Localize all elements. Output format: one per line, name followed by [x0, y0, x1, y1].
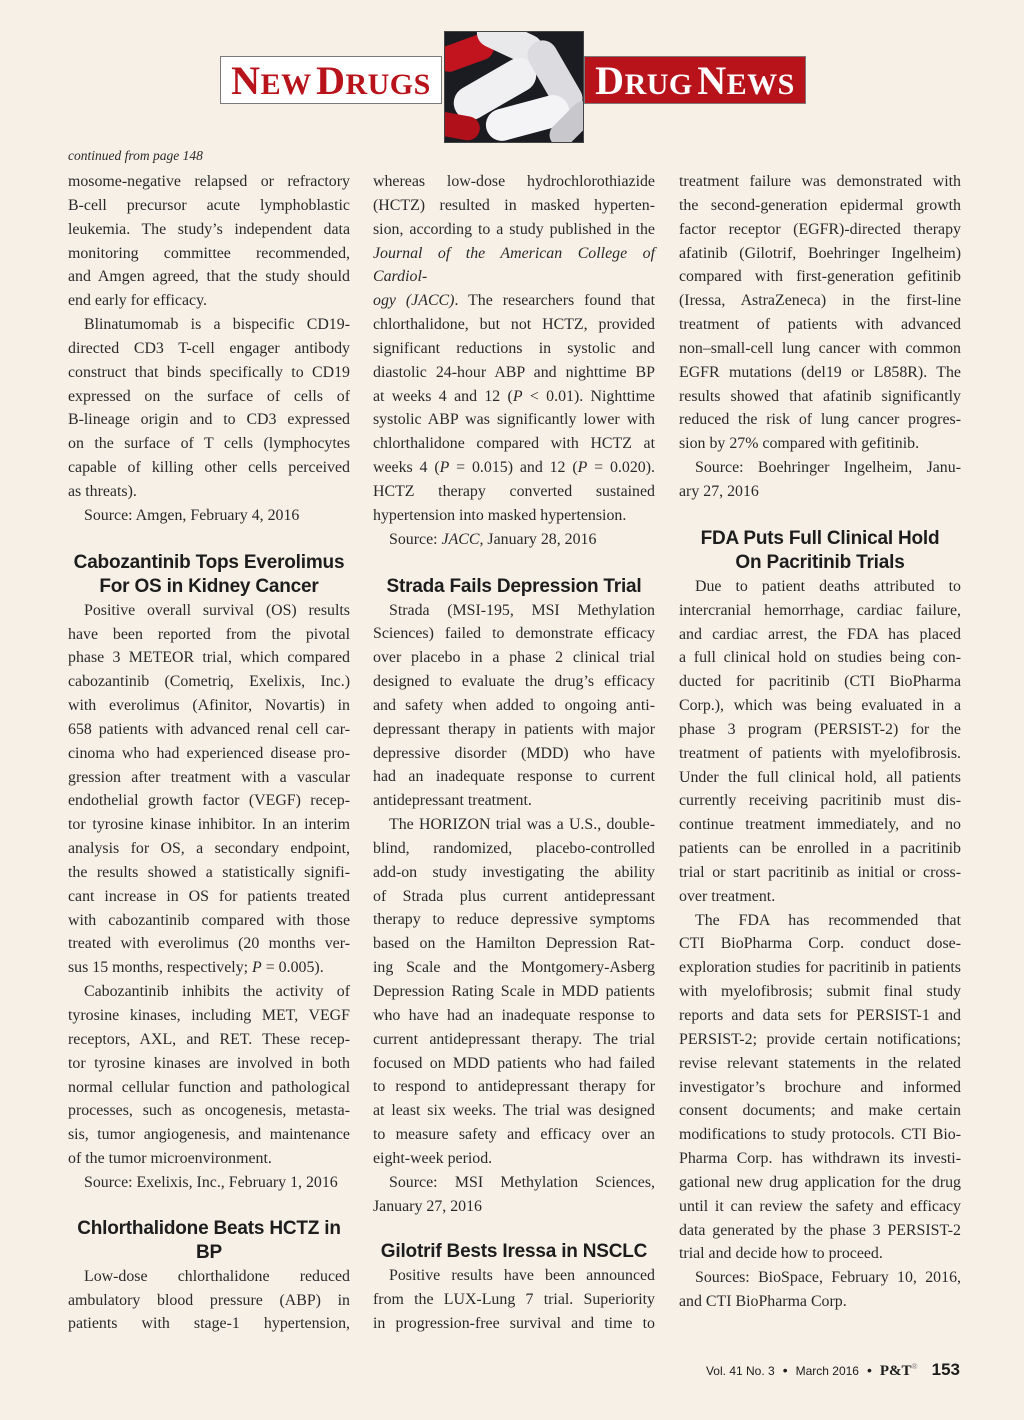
text-line: with cabozantinib compared with those — [68, 911, 350, 929]
text-line: January 27, 2016 — [373, 1197, 483, 1215]
paragraph — [373, 313, 655, 385]
text-line: PERSIST-2; provide certain notifications; — [679, 1030, 961, 1048]
paragraph-line-italic: sus 15 months, respectively; P = 0.005). — [68, 959, 324, 977]
text-line: end early for efficacy. — [68, 292, 207, 310]
paragraph — [373, 599, 655, 814]
paragraph — [68, 980, 350, 1171]
text-line: and safety when added to ongoing anti- — [373, 696, 655, 714]
text-line: depressive disorder (MDD) who have — [373, 744, 655, 762]
source-line: Source: JACC, January 28, 2016 — [389, 530, 597, 548]
source-line: Source: Exelixis, Inc., February 1, 2016 — [84, 1173, 338, 1191]
text-line: treatment of patients with myelofibrosis. — [679, 744, 961, 762]
text-line: directed CD3 T-cell engager antibody — [68, 339, 350, 357]
text-line: had an inadequate response to current — [373, 768, 655, 786]
text-line: sis, tumor angiogenesis, and maintenance — [68, 1126, 350, 1144]
text-line: and Amgen agreed, that the study should — [68, 268, 350, 286]
text-line: factor receptor (EGFR)-directed therapy — [679, 220, 961, 238]
text-line: antidepressant treatment. — [373, 792, 532, 810]
text-line: depressant therapy in patients with major — [373, 720, 655, 738]
text-line: ary 27, 2016 — [679, 482, 759, 500]
text-line: phase 3 program (PERSIST-2) for the — [679, 720, 961, 738]
separator: • — [782, 1362, 788, 1378]
text-line: sion, according to a study published in the — [373, 220, 655, 238]
separator: • — [866, 1362, 872, 1378]
text-line: have been reported from the pivotal — [68, 625, 350, 643]
heading-line: For OS in Kidney Cancer — [99, 575, 319, 597]
column-1 — [68, 146, 350, 1336]
text-line: reduced the risk of lung cancer progres- — [679, 411, 961, 429]
text-line: processes, such as oncogenesis, metasta- — [68, 1102, 350, 1120]
text-line: monitoring committee recommended, — [68, 244, 350, 262]
text-line: (Iressa, AstraZeneca) in the first-line — [679, 292, 961, 310]
source-line — [679, 456, 961, 504]
text-line: cant increase in OS for patients treated — [68, 887, 350, 905]
heading-line: Cabozantinib Tops Everolimus — [73, 551, 345, 573]
text-line: over placebo in a phase 2 clinical trial — [373, 649, 655, 667]
column-2 — [373, 146, 655, 1336]
text-line: from the LUX-Lung 7 trial. Superiority — [373, 1291, 655, 1309]
paragraph — [679, 170, 961, 456]
text-line: Source: Boehringer Ingelheim, Janu- — [695, 459, 961, 477]
issue-date: March 2016 — [795, 1364, 859, 1378]
text-line: as threats). — [68, 482, 137, 500]
text-line: to respond to antidepressant therapy for — [373, 1078, 655, 1096]
text-line: compared with first-generation gefitinib — [679, 268, 961, 286]
text-line: Low-dose chlorthalidone reduced — [84, 1267, 350, 1285]
column-3 — [679, 146, 961, 1314]
paragraph-line: weeks 4 (P = 0.015) and 12 (P = 0.020). — [373, 459, 655, 477]
text-line: HCTZ therapy converted sustained — [373, 482, 655, 500]
text-line: The HORIZON trial was a U.S., double- — [389, 816, 655, 834]
text-line: gression after treatment with a vascular — [68, 768, 350, 786]
text-line: currently receiving pacritinib must dis- — [679, 792, 961, 810]
paragraph — [68, 1265, 350, 1337]
text-line: trial and decide how to proceed. — [679, 1245, 883, 1263]
text-line: Cabozantinib inhibits the activity of — [84, 983, 350, 1001]
paragraph — [68, 599, 350, 957]
text-line: sion by 27% compared with gefitinib. — [679, 435, 920, 453]
text-line: and cardiac arrest, the FDA has placed — [679, 625, 961, 643]
text-line: Strada (MSI-195, MSI Methylation — [389, 601, 655, 619]
text-line: Blinatumomab is a bispecific CD19- — [84, 316, 350, 334]
text-line: consent documents; and make certain — [679, 1102, 961, 1120]
text-line: trial or start pacritinib as initial or cross- — [679, 863, 961, 881]
paragraph — [373, 1264, 655, 1336]
text-line: The FDA has recommended that — [695, 911, 961, 929]
article-heading — [373, 575, 655, 599]
text-line: exploration studies for pacritinib in patients — [679, 959, 961, 977]
text-line: normal cellular function and pathological — [68, 1078, 350, 1096]
paragraph-line: at weeks 4 and 12 (P < 0.01). Nighttime — [373, 387, 655, 405]
text-line: a full clinical hold on studies being con- — [679, 649, 961, 667]
text-line: Sciences) failed to demonstrate efficacy — [373, 625, 655, 643]
text-line: until it can review the safety and efficacy — [679, 1197, 961, 1215]
text-line: whereas low-dose hydrochlorothiazide — [373, 173, 655, 190]
paragraph — [68, 170, 350, 313]
text-line: B-lineage origin and to CD3 expressed — [68, 411, 350, 429]
text-line: tor tyrosine kinases are involved in both — [68, 1054, 350, 1072]
text-line: systolic ABP was significantly lower with — [373, 411, 655, 429]
text-line: capable of killing other cells perceived — [68, 459, 350, 477]
heading-line: Strada Fails Depression Trial — [386, 575, 642, 597]
text-line: CTI BioPharma Corp. conduct dose- — [679, 935, 961, 953]
heading-line: Gilotrif Bests Iressa in NSCLC — [380, 1241, 648, 1263]
text-line: to measure safety and efficacy over an — [373, 1126, 655, 1144]
text-line: at least six weeks. The trial was designed — [373, 1102, 655, 1120]
text-line: ducted for pacritinib (CTI BioPharma — [679, 673, 961, 691]
text-line: patients can be enrolled in a pacritinib — [679, 840, 961, 858]
text-line: B-cell precursor acute lymphoblastic — [68, 196, 350, 214]
text-line: of Strada plus current antidepressant — [373, 887, 655, 905]
paragraph — [679, 909, 961, 1267]
text-line: patients with stage-1 hypertension, — [68, 1315, 350, 1333]
text-line: Sources: BioSpace, February 10, 2016, — [695, 1269, 961, 1287]
text-line: continue treatment immediately, and no — [679, 816, 961, 834]
paragraph — [373, 813, 655, 1171]
section-title-new-drugs — [220, 56, 442, 104]
page-footer — [706, 1360, 960, 1380]
source-line: Source: Amgen, February 4, 2016 — [84, 506, 300, 524]
text-line: eight-week period. — [373, 1149, 493, 1167]
drug-news-smallcaps: DRUG NEWS — [595, 57, 795, 103]
journal-name: P&T® — [879, 1362, 918, 1379]
text-line: endothelial growth factor (VEGF) recep- — [68, 792, 350, 810]
article-heading — [679, 527, 961, 575]
section-title-drug-news — [584, 56, 806, 104]
source-line — [373, 1171, 655, 1219]
text-line: significant reductions in systolic and — [373, 339, 655, 357]
text-line: revise relevant statements in the related — [679, 1054, 961, 1072]
text-line: construct that binds specifically to CD19 — [68, 363, 350, 381]
text-line: Pharma Corp. has withdrawn its investi- — [679, 1150, 961, 1168]
text-line: expressed on the surface of cells of — [68, 387, 350, 405]
text-line: analysis for OS, a secondary endpoint, — [68, 840, 350, 858]
text-line: focused on MDD patients who had failed — [373, 1054, 655, 1072]
paragraph — [373, 480, 655, 528]
text-line: data generated by the phase 3 PERSIST-2 — [679, 1221, 961, 1239]
text-line: receptors, AXL, and RET. These recep- — [68, 1030, 350, 1048]
text-line: with myelofibrosis; submit final study — [679, 983, 961, 1001]
text-line: tyrosine kinases, including MET, VEGF — [68, 1007, 350, 1024]
text-line: treatment of patients with advanced — [679, 316, 961, 334]
text-line: treated with everolimus (20 months ver- — [68, 935, 350, 953]
text-line: phase 3 METEOR trial, which compared — [68, 649, 350, 667]
text-line: leukemia. The study’s independent data — [68, 220, 350, 238]
text-line: of the tumor microenvironment. — [68, 1150, 272, 1168]
text-line: reports and data sets for PERSIST-1 and — [679, 1007, 961, 1024]
text-line: Positive overall survival (OS) results — [84, 601, 350, 619]
paragraph — [68, 313, 350, 504]
text-line: on the surface of T cells (lymphocytes — [68, 435, 350, 453]
text-line: chlorthalidone compared with HCTZ at — [373, 435, 655, 453]
paragraph — [373, 170, 655, 242]
new-drugs-smallcaps: NEW DRUGS — [231, 57, 431, 103]
issue-number: Vol. 41 No. 3 — [705, 1364, 775, 1378]
text-line: the second-generation epidermal growth — [679, 196, 961, 214]
paragraph — [373, 408, 655, 456]
text-line: Positive results have been announced — [389, 1267, 655, 1285]
article-heading — [373, 1240, 655, 1264]
text-line: Depression Rating Scale in MDD patients — [373, 983, 655, 1000]
text-line: therapy to reduce depressive symptoms — [373, 911, 655, 929]
paragraph — [679, 575, 961, 909]
text-line: EGFR mutations (del19 or L858R). The — [679, 363, 961, 381]
heading-line: On Pacritinib Trials — [735, 551, 905, 573]
text-line: Under the full clinical hold, all patients — [679, 768, 961, 786]
text-line: Corp.), which was being evaluated in a — [679, 697, 961, 715]
text-line: designed to evaluate the drug’s efficacy — [373, 673, 655, 691]
text-line: ambulatory blood pressure (ABP) in — [68, 1291, 350, 1309]
text-line: diastolic 24-hour ABP and nighttime BP — [373, 363, 655, 381]
text-line: chlorthalidone, but not HCTZ, provided — [373, 316, 655, 334]
heading-line: Chlorthalidone Beats HCTZ in BP — [77, 1217, 341, 1263]
text-line: Due to patient deaths attributed to — [695, 577, 961, 595]
text-line: hypertension into masked hypertension. — [373, 506, 627, 524]
text-line: afatinib (Gilotrif, Boehringer Ingelheim) — [679, 244, 961, 262]
text-line: add-on study investigating the ability — [373, 863, 655, 881]
text-line: investigator’s brochure and informed — [679, 1078, 961, 1096]
text-line: treatment failure was demonstrated with — [679, 173, 961, 190]
text-line: who have had an inadequate response to — [373, 1006, 655, 1024]
text-line: tor tyrosine kinase inhibitor. In an interim — [68, 816, 350, 834]
page-number: 153 — [931, 1360, 960, 1379]
text-line: mosome-negative relapsed or refractory — [68, 173, 350, 190]
text-line: Source: MSI Methylation Sciences, — [389, 1173, 655, 1191]
continued-note: continued from page 148 — [68, 148, 203, 163]
text-line: gational new drug application for the drug — [679, 1173, 961, 1191]
article-heading — [68, 1217, 350, 1265]
text-line: cabozantinib (Cometriq, Exelixis, Inc.) — [68, 673, 350, 691]
text-line: over treatment. — [679, 887, 776, 905]
text-line: with everolimus (Afinitor, Novartis) in — [68, 697, 350, 715]
paragraph-line: Journal of the American College of Cardiol- — [373, 244, 655, 286]
heading-line: FDA Puts Full Clinical Hold — [700, 527, 940, 549]
article-heading — [68, 551, 350, 599]
text-line: non–small-cell lung cancer with common — [679, 339, 961, 357]
text-line: ing Scale and the Montgomery-Asberg — [373, 959, 655, 977]
pills-photo — [444, 31, 584, 143]
source-line — [679, 1266, 961, 1314]
text-line: (HCTZ) resulted in masked hyperten- — [373, 196, 655, 214]
text-line: results showed that afatinib significantly — [679, 387, 961, 405]
text-line: intercranial hemorrhage, cardiac failure, — [679, 601, 961, 619]
text-line: 658 patients with advanced renal cell car- — [68, 720, 350, 738]
text-line: in progression-free survival and time to — [373, 1315, 655, 1333]
text-line: the results showed a statistically signifi- — [68, 863, 350, 881]
text-line: current antidepressant therapy. The trial — [373, 1030, 655, 1048]
text-line: based on the Hamilton Depression Rat- — [373, 935, 655, 953]
paragraph-line: ogy (JACC). The researchers found that — [373, 292, 655, 310]
text-line: modifications to study protocols. CTI Bio- — [679, 1126, 961, 1144]
text-line: cinoma who had experienced disease pro- — [68, 744, 350, 762]
text-line: and CTI BioPharma Corp. — [679, 1293, 847, 1311]
text-line: blind, randomized, placebo-controlled — [373, 839, 655, 857]
